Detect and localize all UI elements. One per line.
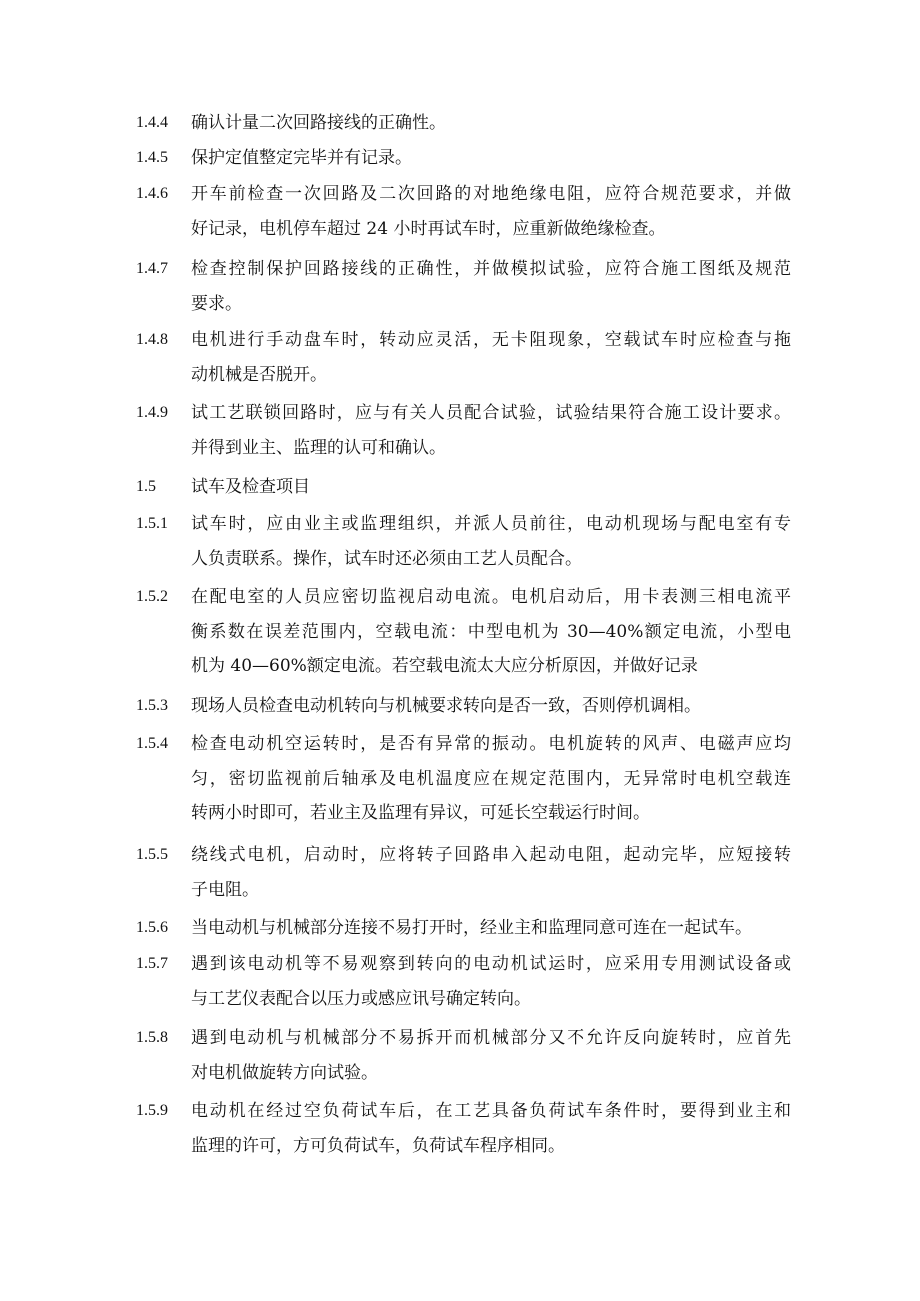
- clause-line: 检查控制保护回路接线的正确性，并做模拟试验，应符合施工图纸及规范: [191, 259, 791, 279]
- clause-line: 检查电动机空运转时，是否有异常的振动。电机旋转的风声、电磁声应均: [191, 734, 791, 754]
- clause-line: 衡系数在误差范围内，空载电流：中型电机为 30—40%额定电流，小型电: [191, 621, 791, 642]
- clause-number: 1.4.9: [136, 404, 168, 421]
- clause-text: [191, 177, 791, 246]
- clause-number: 1.4.5: [136, 149, 168, 166]
- clause-text: [191, 1021, 791, 1090]
- clause-line: 动机械是否脱开。: [191, 364, 327, 385]
- clause-line: 在配电室的人员应密切监视启动电流。电机启动后，用卡表测三相电流平: [191, 587, 791, 607]
- clause-number: 1.4.7: [136, 260, 168, 277]
- clause-text: [191, 838, 791, 907]
- clause-number: 1.4.6: [136, 185, 168, 202]
- clause-text: [191, 1094, 791, 1163]
- clause-line: 人负责联系。操作，试车时还必须由工艺人员配合。: [191, 548, 582, 569]
- clause-line: 电动机在经过空负荷试车后，在工艺具备负荷试车条件时，要得到业主和: [191, 1101, 791, 1121]
- section-title: [191, 470, 791, 505]
- clause-line: 好记录，电机停车超过 24 小时再试车时，应重新做绝缘检查。: [191, 218, 666, 239]
- clause-text: [191, 689, 791, 724]
- clause-number: 1.4.8: [136, 331, 168, 348]
- clause-line: 保护定值整定完毕并有记录。: [191, 148, 412, 168]
- clause-number: 1.5.7: [136, 955, 168, 972]
- clause-text: [191, 252, 791, 321]
- clause-line: 监理的许可，方可负荷试车，负荷试车程序相同。: [191, 1135, 565, 1156]
- clause-number: 1.5.4: [136, 735, 168, 752]
- clause-line: 现场人员检查电动机转向与机械要求转向是否一致，否则停机调相。: [191, 696, 701, 716]
- clause-line: 试车时，应由业主或监理组织，并派人员前往，电动机现场与配电室有专: [191, 514, 791, 534]
- clause-number: 1.5.9: [136, 1102, 168, 1119]
- clause-number: 1.5.8: [136, 1029, 168, 1046]
- clause-line: 试车及检查项目: [191, 477, 310, 497]
- clause-line: 对电机做旋转方向试验。: [191, 1062, 378, 1083]
- clause-line: 遇到电动机与机械部分不易拆开而机械部分又不允许反向旋转时，应首先: [191, 1028, 791, 1048]
- clause-line: 当电动机与机械部分连接不易打开时，经业主和监理同意可连在一起试车。: [191, 918, 752, 938]
- clause-text: [191, 507, 791, 576]
- clause-number: 1.5.5: [136, 846, 168, 863]
- clause-text: [191, 911, 791, 946]
- clause-number: 1.5.3: [136, 697, 168, 714]
- clause-line: 子电阻。: [191, 879, 259, 900]
- clause-line: 遇到该电动机等不易观察到转向的电动机试运时，应采用专用测试设备或: [191, 954, 791, 974]
- clause-line: 机为 40—60%额定电流。若空载电流太大应分析原因，并做好记录: [191, 656, 698, 676]
- clause-line: 匀，密切监视前后轴承及电机温度应在规定范围内，无异常时电机空载连: [191, 768, 791, 789]
- clause-line: 要求。: [191, 293, 242, 314]
- clause-number: 1.5.2: [136, 588, 168, 605]
- clause-text: [191, 396, 791, 465]
- clause-line: 并得到业主、监理的认可和确认。: [191, 437, 446, 458]
- clause-text: [191, 106, 791, 141]
- clause-line: 电机进行手动盘车时，转动应灵活，无卡阻现象，空载试车时应检查与拖: [191, 330, 791, 350]
- clause-line: 确认计量二次回路接线的正确性。: [191, 113, 446, 133]
- clause-number: 1.4.4: [136, 114, 168, 131]
- section-number: 1.5: [136, 478, 156, 495]
- clause-line: 转两小时即可，若业主及监理有异议，可延长空载运行时间。: [191, 803, 650, 823]
- clause-number: 1.5.6: [136, 919, 168, 936]
- clause-line: 试工艺联锁回路时，应与有关人员配合试验，试验结果符合施工设计要求。: [191, 403, 791, 423]
- clause-line: 绕线式电机，启动时，应将转子回路串入起动电阻，起动完毕，应短接转: [191, 845, 791, 865]
- clause-text: [191, 323, 791, 392]
- clause-text: [191, 947, 791, 1016]
- clause-text: [191, 580, 791, 684]
- clause-line: 开车前检查一次回路及二次回路的对地绝缘电阻，应符合规范要求，并做: [191, 184, 791, 204]
- clause-text: [191, 727, 791, 831]
- clause-line: 与工艺仪表配合以压力或感应讯号确定转向。: [191, 988, 531, 1009]
- clause-text: [191, 141, 791, 176]
- clause-number: 1.5.1: [136, 515, 168, 532]
